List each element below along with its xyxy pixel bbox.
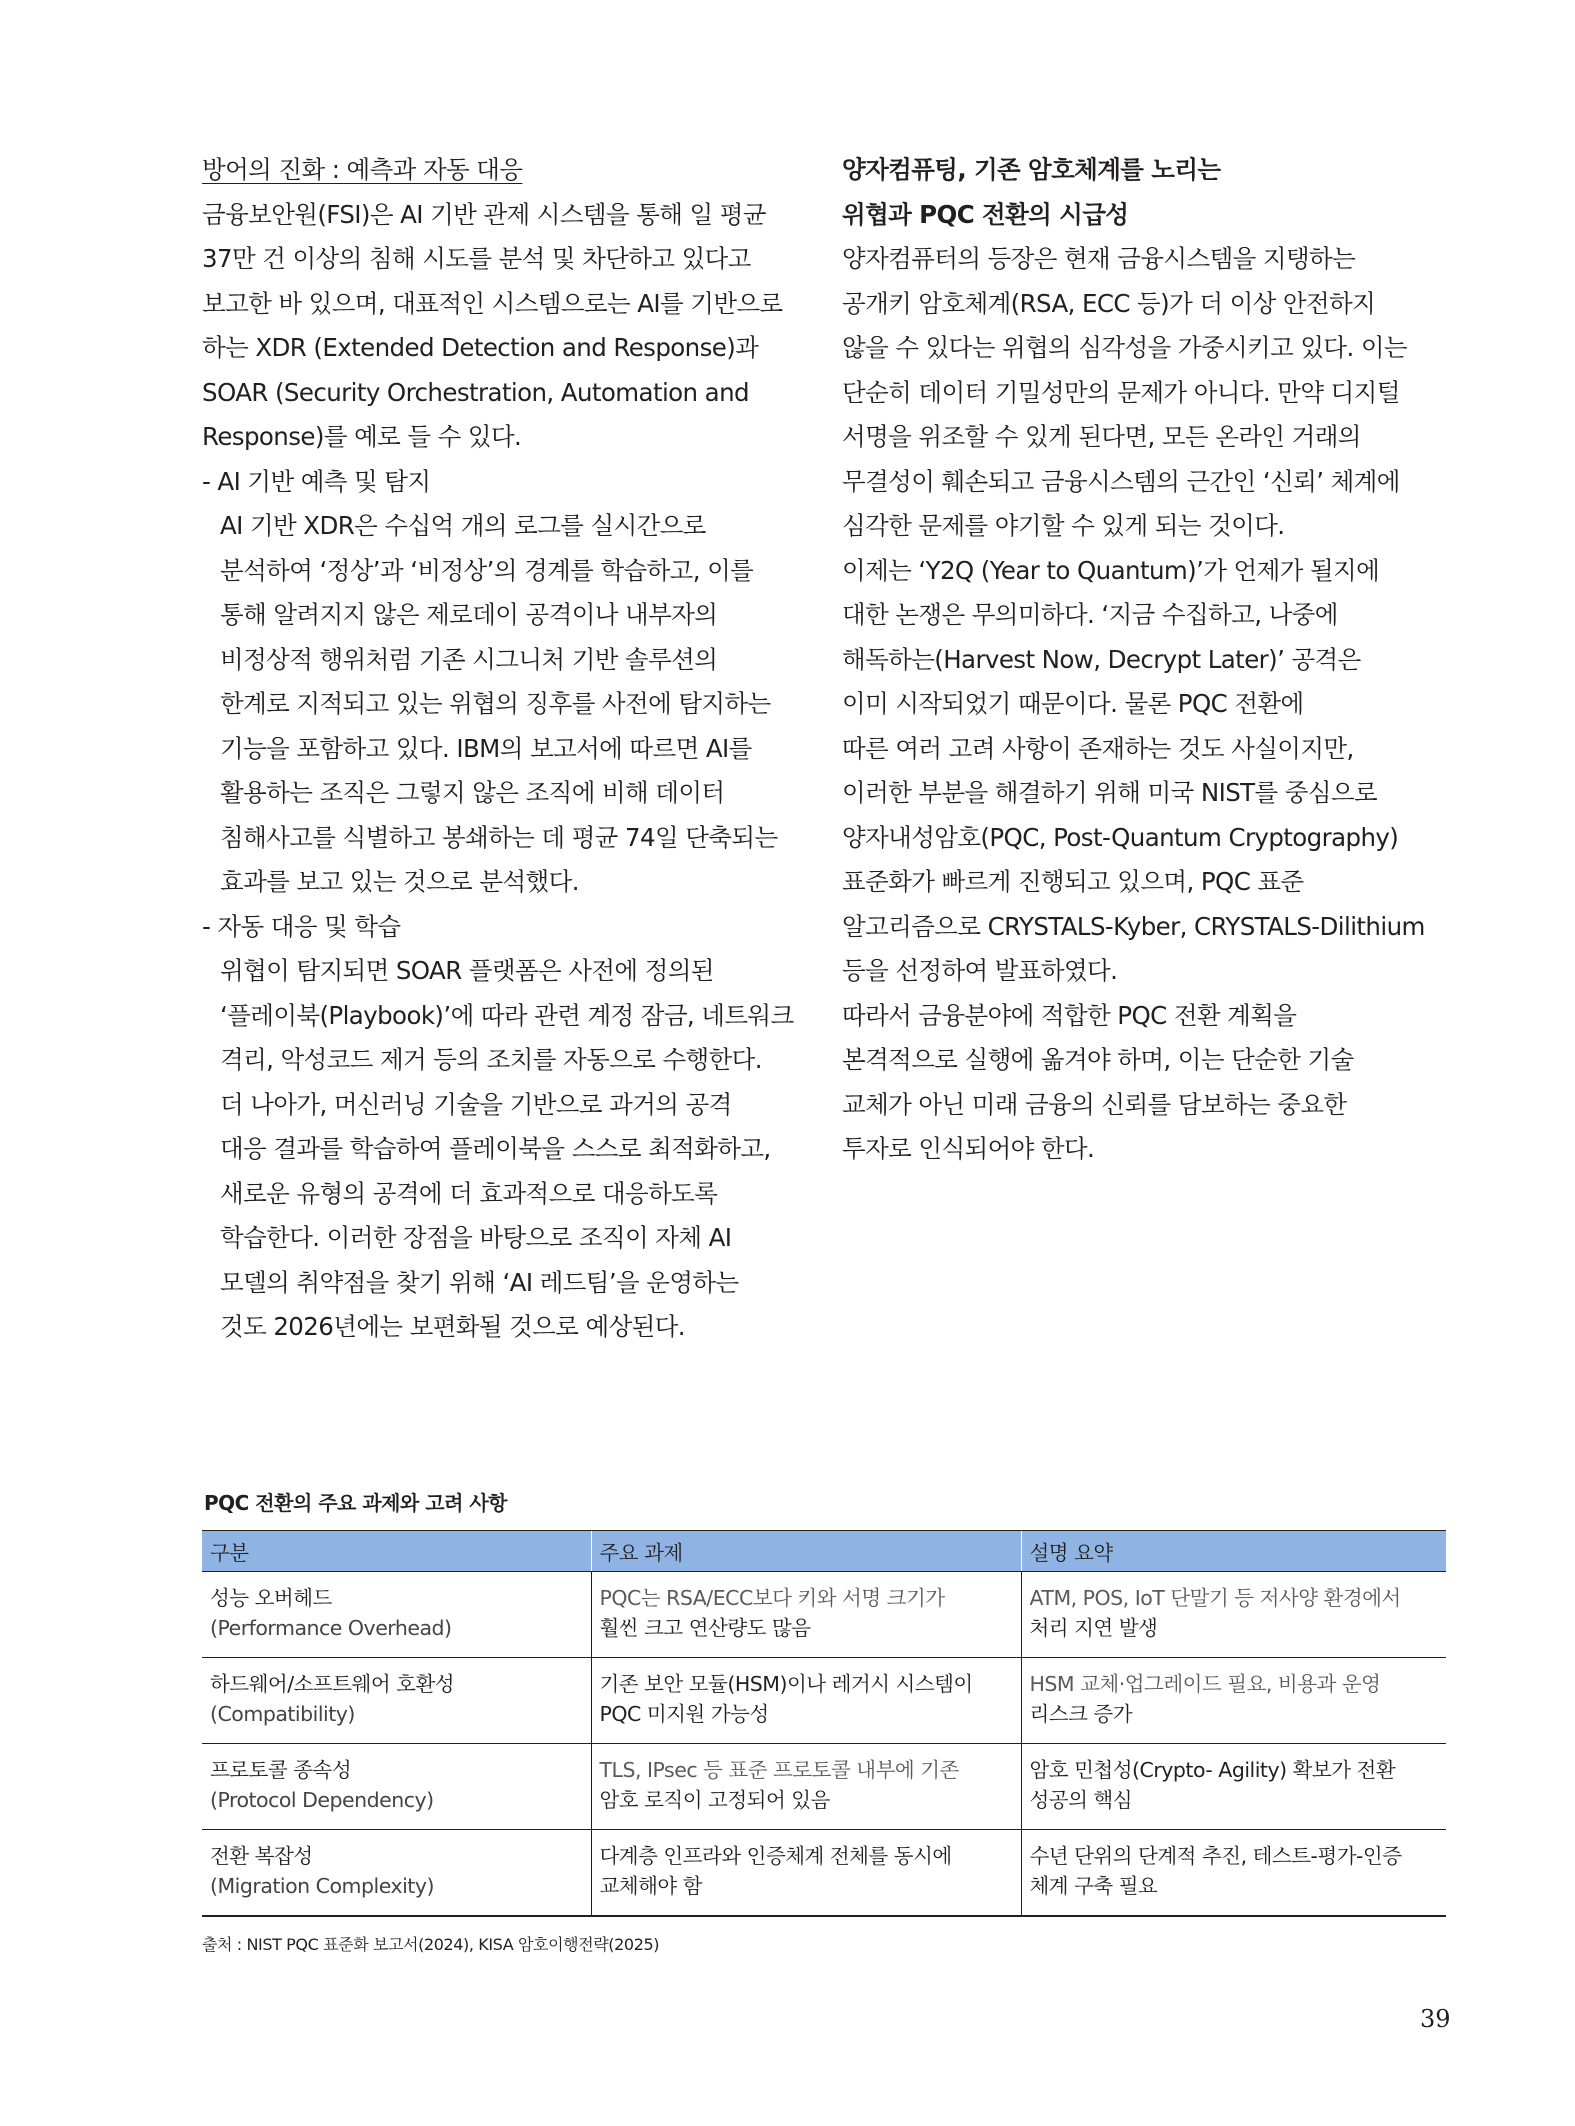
- column-header-summary: 설명 요약: [1021, 1531, 1446, 1572]
- summary-line: 체계 구축 필요: [1029, 1874, 1158, 1898]
- body-line: 알고리즘으로 CRYSTALS-Kyber, CRYSTALS-Dilithium: [842, 911, 1425, 941]
- table-row: [202, 1744, 1446, 1830]
- body-line: 격리, 악성코드 제거 등의 조치를 자동으로 수행한다.: [220, 1045, 762, 1074]
- task-line: 다계층 인프라와 인증체계 전체를 동시에: [599, 1844, 952, 1868]
- table-header-row: [202, 1531, 1446, 1572]
- task-line: 암호 로직이 고정되어 있음: [599, 1788, 830, 1812]
- page-number: 39: [1420, 2005, 1451, 2033]
- body-line: 비정상적 행위처럼 기존 시그니처 기반 솔루션의: [220, 644, 718, 674]
- left-heading: 방어의 진화 : 예측과 자동 대응: [202, 155, 523, 184]
- category-name: 성능 오버헤드: [210, 1586, 332, 1610]
- summary-line: 성공의 핵심: [1029, 1788, 1133, 1812]
- category-english: (Performance Overhead): [210, 1616, 452, 1640]
- summary-line: 수년 단위의 단계적 추진, 테스트-평가-인증: [1029, 1844, 1402, 1868]
- body-line: 효과를 보고 있는 것으로 분석했다.: [220, 867, 579, 896]
- body-line: 따른 여러 고려 사항이 존재하는 것도 사실이지만,: [842, 733, 1354, 763]
- task-line: PQC 미지원 가능성: [599, 1702, 769, 1726]
- body-line: 대응 결과를 학습하여 플레이북을 스스로 최적화하고,: [220, 1134, 771, 1163]
- table-row: [202, 1830, 1446, 1917]
- task-line: 훨씬 크고 연산량도 많음: [599, 1616, 811, 1640]
- section-title-prediction: - AI 기반 예측 및 탐지: [202, 466, 431, 496]
- body-line: 하는 XDR (Extended Detection and Response)과: [202, 333, 759, 362]
- body-line: 37만 건 이상의 침해 시도를 분석 및 차단하고 있다고: [202, 244, 751, 273]
- body-line: 무결성이 훼손되고 금융시스템의 근간인 ‘신뢰’ 체계에: [842, 466, 1400, 496]
- body-line: 해독하는(Harvest Now, Decrypt Later)’ 공격은: [842, 644, 1361, 674]
- body-line: 심각한 문제를 야기할 수 있게 되는 것이다.: [842, 511, 1285, 540]
- summary-line: ATM, POS, IoT 단말기 등 저사양 환경에서: [1029, 1586, 1401, 1610]
- summary-line: HSM 교체·업그레이드 필요, 비용과 운영: [1029, 1672, 1381, 1696]
- summary-cell: [1021, 1744, 1446, 1830]
- summary-line: 처리 지연 발생: [1029, 1616, 1158, 1640]
- body-line: 양자컴퓨터의 등장은 현재 금융시스템을 지탱하는: [842, 244, 1356, 273]
- task-cell: [591, 1658, 1021, 1744]
- right-column: [842, 148, 1442, 1172]
- category-english: (Protocol Dependency): [210, 1788, 434, 1812]
- body-line: 양자내성암호(PQC, Post-Quantum Cryptography): [842, 822, 1399, 852]
- task-cell: [591, 1572, 1021, 1658]
- body-line: 분석하여 ‘정상’과 ‘비정상’의 경계를 학습하고, 이를: [220, 555, 754, 585]
- task-line: PQC는 RSA/ECC보다 키와 서명 크기가: [599, 1586, 945, 1610]
- summary-cell: [1021, 1572, 1446, 1658]
- summary-line: 리스크 증가: [1029, 1702, 1133, 1726]
- body-line: 위협이 탐지되면 SOAR 플랫폼은 사전에 정의된: [220, 956, 714, 985]
- body-line: 금융보안원(FSI)은 AI 기반 관제 시스템을 통해 일 평균: [202, 199, 766, 229]
- table-row: [202, 1572, 1446, 1658]
- body-line: SOAR (Security Orchestration, Automation and: [202, 377, 749, 407]
- body-line: Response)를 예로 들 수 있다.: [202, 422, 522, 451]
- table-title: PQC 전환의 주요 과제와 고려 사항: [204, 1491, 507, 1515]
- body-line: 보고한 바 있으며, 대표적인 시스템으로는 AI를 기반으로: [202, 288, 783, 318]
- body-line: 한계로 지적되고 있는 위협의 징후를 사전에 탐지하는: [220, 689, 771, 718]
- category-name: 하드웨어/소프트웨어 호환성: [210, 1672, 455, 1696]
- category-cell: [202, 1658, 591, 1744]
- right-heading-line2: 위협과 PQC 전환의 시급성: [842, 199, 1129, 229]
- body-line: ‘플레이북(Playbook)’에 따라 관련 계정 잠금, 네트워크: [220, 1000, 794, 1030]
- body-line: 투자로 인식되어야 한다.: [842, 1134, 1095, 1163]
- task-line: TLS, IPsec 등 표준 프로토콜 내부에 기존: [599, 1758, 959, 1782]
- body-line: 본격적으로 실행에 옮겨야 하며, 이는 단순한 기술: [842, 1045, 1354, 1074]
- category-cell: [202, 1830, 591, 1917]
- body-line: 않을 수 있다는 위협의 심각성을 가중시키고 있다. 이는: [842, 333, 1407, 362]
- category-cell: [202, 1572, 591, 1658]
- body-line: 모델의 취약점을 찾기 위해 ‘AI 레드팀’을 운영하는: [220, 1267, 739, 1297]
- column-header-task: 주요 과제: [591, 1531, 1021, 1572]
- category-cell: [202, 1744, 591, 1830]
- body-line: 표준화가 빠르게 진행되고 있으며, PQC 표준: [842, 867, 1304, 896]
- body-line: 것도 2026년에는 보편화될 것으로 예상된다.: [220, 1312, 685, 1341]
- body-line: 더 나아가, 머신러닝 기술을 기반으로 과거의 공격: [220, 1089, 732, 1119]
- body-line: 활용하는 조직은 그렇지 않은 조직에 비해 데이터: [220, 778, 725, 807]
- body-line: 대한 논쟁은 무의미하다. ‘지금 수집하고, 나중에: [842, 600, 1338, 629]
- pqc-challenges-table: [202, 1530, 1446, 1917]
- body-line: AI 기반 XDR은 수십억 개의 로그를 실시간으로: [220, 511, 706, 540]
- left-column: [202, 148, 812, 1350]
- category-name: 프로토콜 종속성: [210, 1758, 352, 1782]
- category-english: (Compatibility): [210, 1702, 355, 1726]
- body-line: 기능을 포함하고 있다. IBM의 보고서에 따르면 AI를: [220, 733, 752, 763]
- body-line: 등을 선정하여 발표하였다.: [842, 956, 1118, 985]
- body-line: 이제는 ‘Y2Q (Year to Quantum)’가 언제가 될지에: [842, 555, 1380, 585]
- right-heading-line1: 양자컴퓨팅, 기존 암호체계를 노리는: [842, 155, 1221, 184]
- body-line: 교체가 아닌 미래 금융의 신뢰를 담보하는 중요한: [842, 1089, 1347, 1119]
- table-row: [202, 1658, 1446, 1744]
- body-line: 통해 알려지지 않은 제로데이 공격이나 내부자의: [220, 600, 718, 629]
- body-line: 이미 시작되었기 때문이다. 물론 PQC 전환에: [842, 689, 1304, 718]
- body-line: 공개키 암호체계(RSA, ECC 등)가 더 이상 안전하지: [842, 288, 1376, 318]
- category-name: 전환 복잡성: [210, 1844, 313, 1868]
- body-line: 따라서 금융분야에 적합한 PQC 전환 계획을: [842, 1000, 1297, 1030]
- section-title-automation: - 자동 대응 및 학습: [202, 911, 401, 941]
- body-line: 새로운 유형의 공격에 더 효과적으로 대응하도록: [220, 1178, 718, 1208]
- body-line: 이러한 부분을 해결하기 위해 미국 NIST를 중심으로: [842, 778, 1378, 807]
- body-line: 단순히 데이터 기밀성만의 문제가 아니다. 만약 디지털: [842, 377, 1400, 407]
- body-line: 서명을 위조할 수 있게 된다면, 모든 온라인 거래의: [842, 422, 1361, 451]
- task-cell: [591, 1830, 1021, 1917]
- table-source: 출처 : NIST PQC 표준화 보고서(2024), KISA 암호이행전략(2025): [202, 1935, 660, 1954]
- body-line: 침해사고를 식별하고 봉쇄하는 데 평균 74일 단축되는: [220, 822, 778, 852]
- summary-line: 암호 민첩성(Crypto- Agility) 확보가 전환: [1029, 1758, 1396, 1782]
- task-line: 교체해야 함: [599, 1874, 703, 1898]
- summary-cell: [1021, 1658, 1446, 1744]
- summary-cell: [1021, 1830, 1446, 1917]
- task-line: 기존 보안 모듈(HSM)이나 레거시 시스템이: [599, 1672, 973, 1696]
- column-header-category: 구분: [202, 1531, 591, 1572]
- body-line: 학습한다. 이러한 장점을 바탕으로 조직이 자체 AI: [220, 1223, 732, 1252]
- task-cell: [591, 1744, 1021, 1830]
- category-english: (Migration Complexity): [210, 1874, 434, 1898]
